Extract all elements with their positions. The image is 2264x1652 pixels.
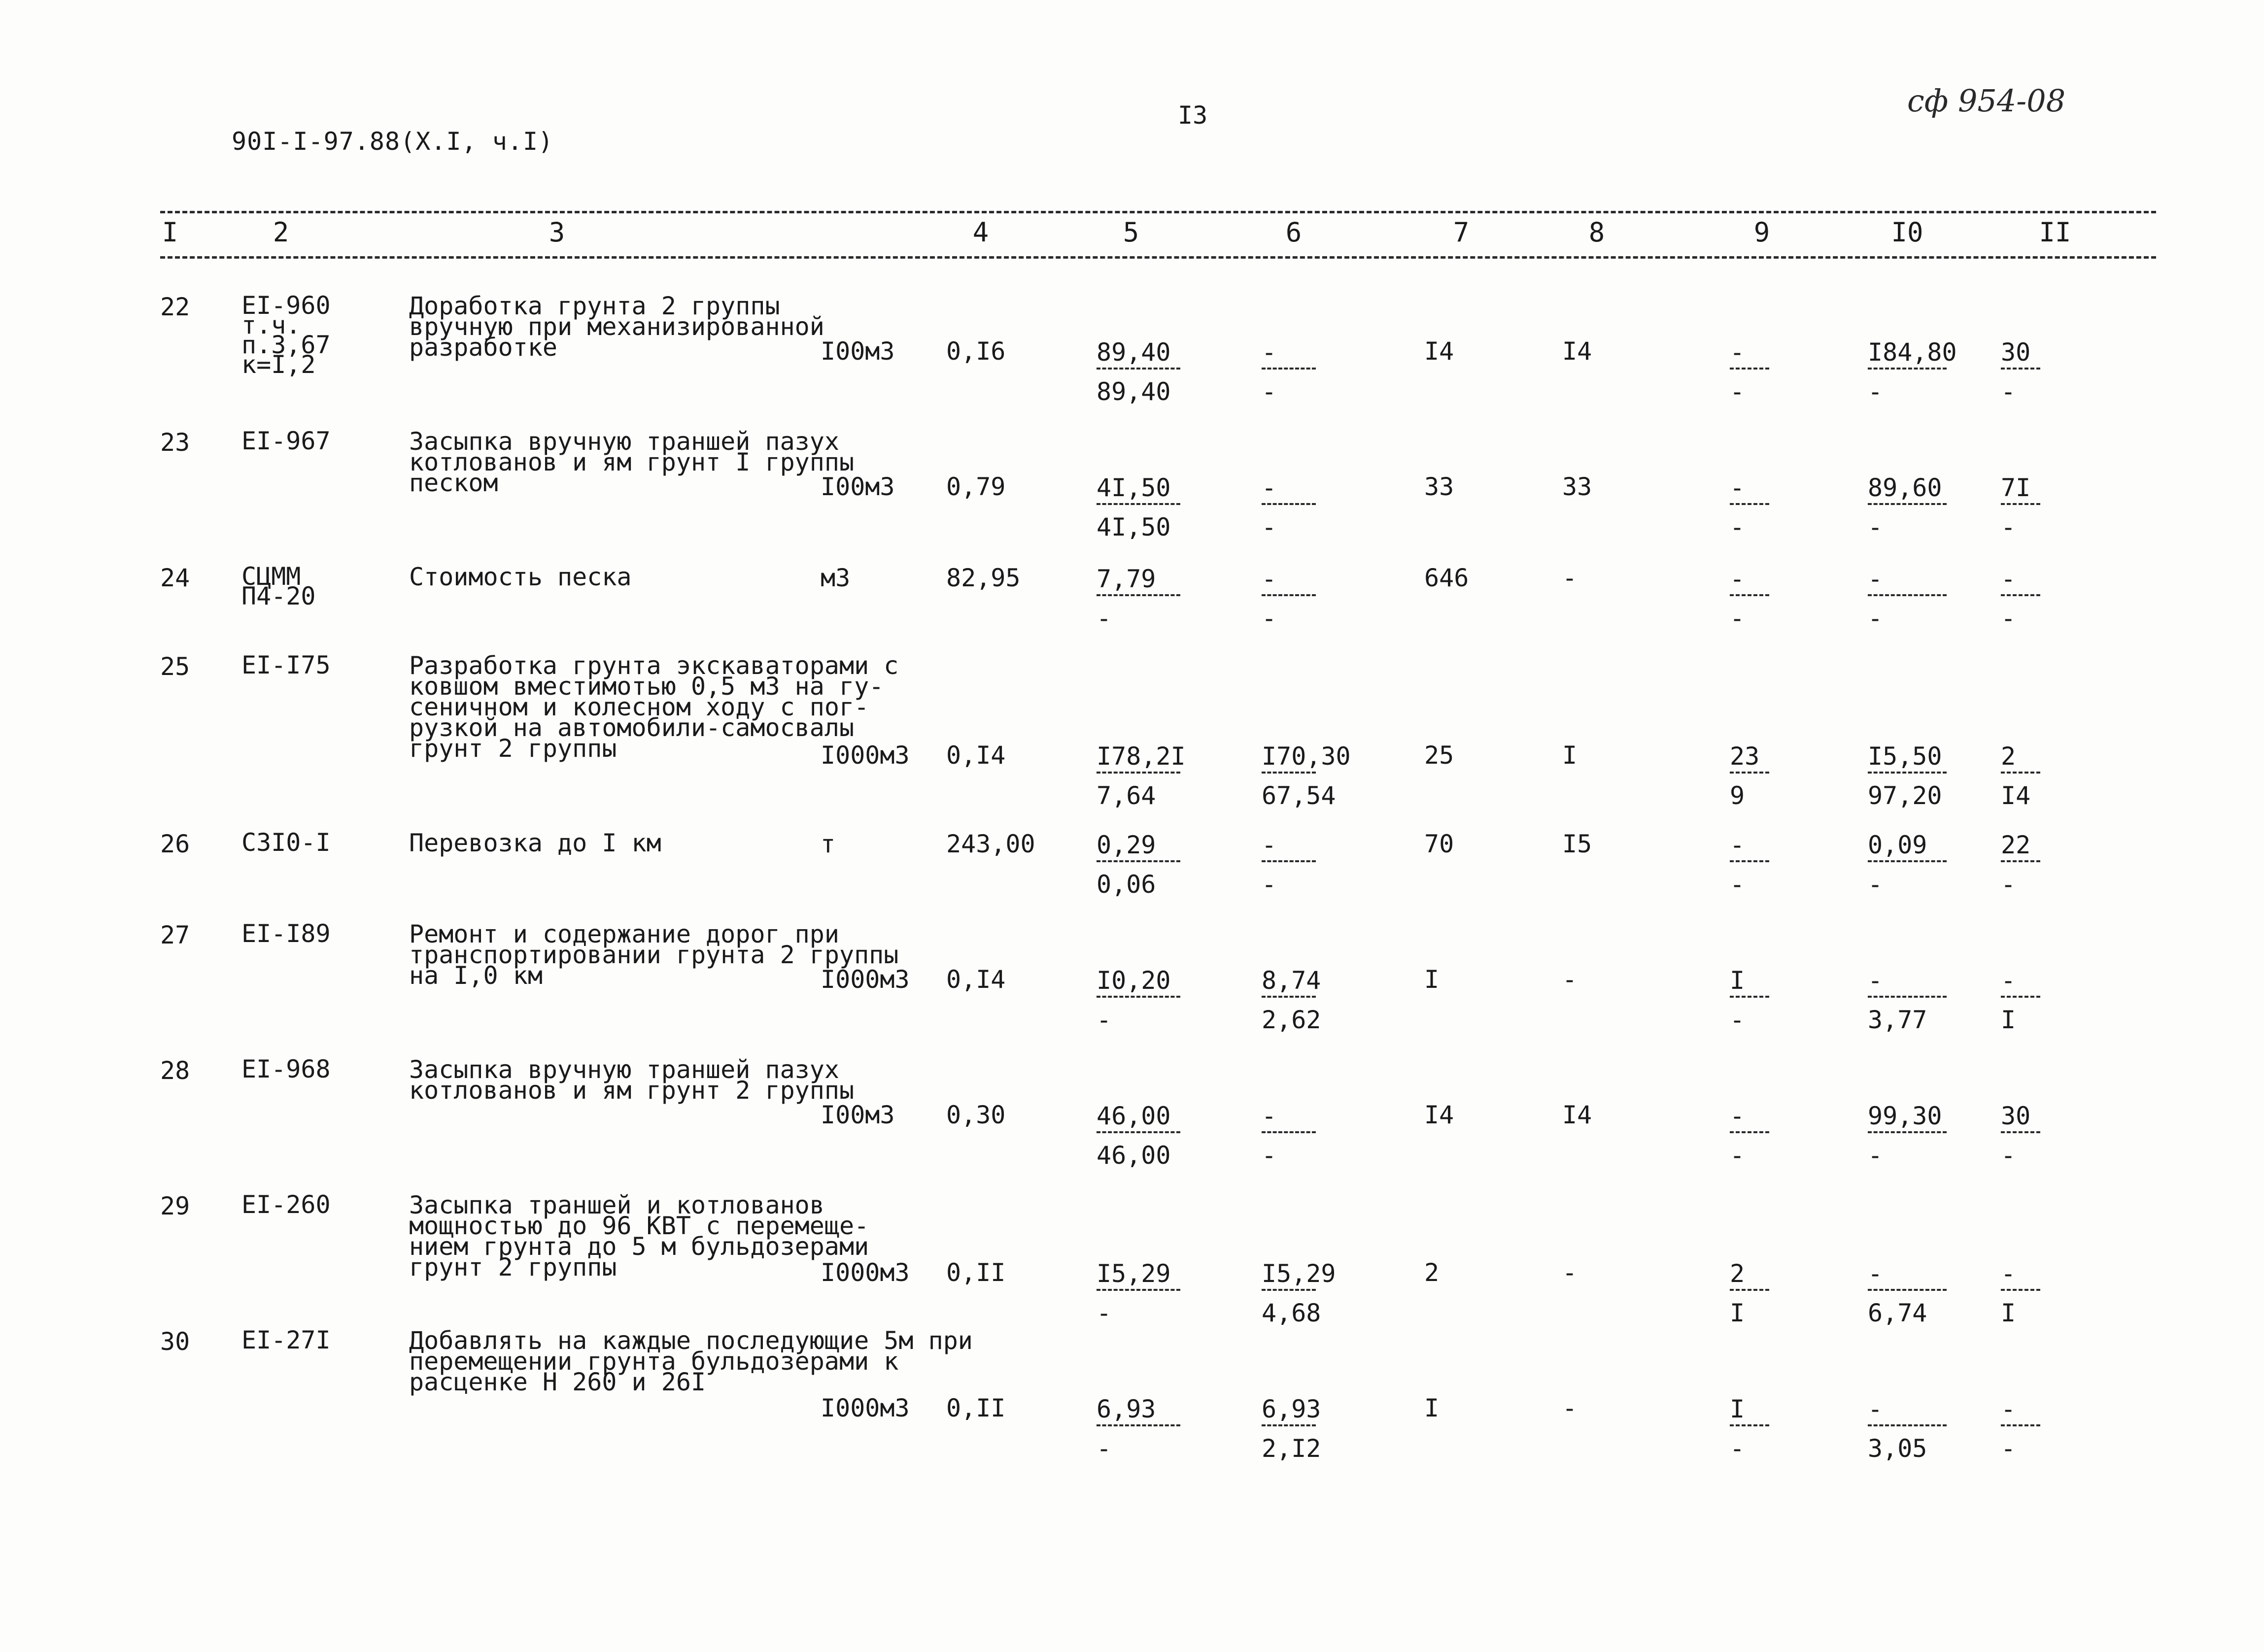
column-header: 4 [972, 217, 989, 248]
fraction-c10 [1868, 968, 1947, 1032]
fraction-c10 [1868, 833, 1947, 897]
fraction-bar [1868, 996, 1947, 998]
fraction-denominator: - [2001, 513, 2016, 541]
fraction-denominator: 4I,50 [1097, 513, 1171, 541]
fraction-numerator: 0,09 [1868, 831, 1927, 859]
fraction-numerator: I5,29 [1262, 1259, 1336, 1288]
norm-code: СЦММ П4-20 [241, 562, 316, 610]
fraction-numerator: 6,93 [1097, 1395, 1156, 1423]
fraction-denominator: - [2001, 604, 2016, 633]
fraction-bar [1868, 1131, 1947, 1133]
fraction-bar [1097, 1131, 1180, 1133]
fraction-c10 [1868, 338, 1957, 406]
row-number: 27 [160, 921, 190, 949]
column-8-value: I5 [1562, 830, 1592, 858]
column-8-value: I4 [1562, 1101, 1592, 1129]
quantity: 0,I6 [946, 337, 1006, 366]
row-number: 24 [160, 564, 190, 592]
fraction-bar [1730, 503, 1769, 505]
fraction-numerator: - [1868, 1259, 1883, 1288]
fraction-numerator: I [1730, 966, 1745, 995]
fraction-c6 [1262, 966, 1321, 1034]
unit-of-measure: I000м3 [821, 1394, 910, 1422]
fraction-bar [2001, 503, 2040, 505]
fraction-numerator: - [1262, 338, 1277, 367]
fraction-denominator: - [1730, 377, 1745, 406]
column-7-value: 646 [1424, 564, 1469, 592]
column-7-value: I [1424, 965, 1440, 994]
fraction-bar [2001, 1131, 2040, 1133]
fraction-bar [1730, 368, 1769, 370]
quantity: 0,79 [946, 472, 1006, 501]
fraction-c9 [1730, 1397, 1769, 1461]
fraction-numerator: - [1730, 565, 1745, 593]
fraction-c5 [1097, 1397, 1180, 1461]
fraction-bar [1262, 1289, 1316, 1291]
row-number: 23 [160, 428, 190, 457]
fraction-c9 [1730, 744, 1769, 808]
fraction-numerator: 23 [1730, 742, 1760, 771]
fraction-c9 [1730, 1261, 1769, 1325]
fraction-c11 [2001, 340, 2040, 404]
fraction-denominator: 3,77 [1868, 1006, 1927, 1034]
fraction-bar [1262, 1424, 1316, 1426]
fraction-denominator: 67,54 [1262, 781, 1336, 810]
norm-code: EI-I89 [241, 919, 331, 948]
fraction-denominator: 3,05 [1868, 1434, 1927, 1463]
row-number: 28 [160, 1056, 190, 1085]
fraction-numerator: 99,30 [1868, 1102, 1942, 1130]
fraction-bar [1868, 503, 1947, 505]
fraction-numerator: I5,50 [1868, 742, 1942, 771]
fraction-denominator: - [1097, 1006, 1112, 1034]
fraction-numerator: - [1868, 565, 1883, 593]
fraction-denominator: I4 [2001, 781, 2031, 810]
fraction-c11 [2001, 968, 2040, 1032]
row-number: 22 [160, 293, 190, 321]
fraction-denominator: - [1868, 604, 1883, 633]
fraction-numerator: 89,60 [1868, 473, 1942, 502]
unit-of-measure: т [821, 830, 836, 858]
fraction-numerator: 4I,50 [1097, 473, 1171, 502]
fraction-numerator: 30 [2001, 1102, 2031, 1130]
column-8-value: I4 [1562, 337, 1592, 366]
fraction-bar [1262, 503, 1316, 505]
norm-code: EI-260 [241, 1190, 331, 1219]
fraction-numerator: I78,2I [1097, 742, 1186, 771]
fraction-bar [1097, 860, 1180, 862]
fraction-bar [1730, 1131, 1769, 1133]
column-header: 6 [1285, 217, 1302, 248]
fraction-c6 [1262, 1395, 1321, 1463]
row-number: 30 [160, 1327, 190, 1356]
fraction-denominator: - [1730, 604, 1745, 633]
fraction-numerator: I0,20 [1097, 966, 1171, 995]
unit-of-measure: I000м3 [821, 741, 910, 770]
fraction-bar [1868, 860, 1947, 862]
fraction-c9 [1730, 475, 1769, 539]
fraction-denominator: 7,64 [1097, 781, 1156, 810]
fraction-bar [1097, 368, 1180, 370]
column-7-value: 70 [1424, 830, 1454, 858]
fraction-numerator: 8,74 [1262, 966, 1321, 995]
fraction-numerator: - [1262, 831, 1277, 859]
fraction-bar [1097, 996, 1180, 998]
norm-code: EI-I75 [241, 651, 331, 679]
fraction-bar [1730, 860, 1769, 862]
fraction-bar [1868, 1424, 1947, 1426]
row-number: 26 [160, 830, 190, 858]
fraction-bar [2001, 594, 2040, 596]
fraction-denominator: 46,00 [1097, 1141, 1171, 1170]
fraction-c11 [2001, 475, 2040, 539]
fraction-bar [1097, 1424, 1180, 1426]
column-header: 8 [1588, 217, 1605, 248]
fraction-denominator: - [1262, 1141, 1277, 1170]
fraction-denominator: - [1868, 377, 1883, 406]
column-7-value: 33 [1424, 472, 1454, 501]
row-number: 25 [160, 652, 190, 681]
unit-of-measure: I00м3 [821, 1101, 895, 1129]
fraction-c10 [1868, 567, 1947, 631]
fraction-numerator: 30 [2001, 338, 2031, 367]
work-description: Доработка грунта 2 группы вручную при механизированной разработке [409, 292, 824, 362]
column-header: II [2039, 217, 2071, 248]
column-8-value: - [1562, 1394, 1578, 1422]
fraction-bar [2001, 996, 2040, 998]
fraction-c5 [1097, 1104, 1180, 1168]
fraction-denominator: - [1868, 870, 1883, 899]
quantity: 82,95 [946, 564, 1021, 592]
fraction-c11 [2001, 567, 2040, 631]
fraction-numerator: - [1262, 565, 1277, 593]
fraction-denominator: 9 [1730, 781, 1745, 810]
fraction-c5 [1097, 340, 1180, 404]
unit-of-measure: I00м3 [821, 472, 895, 501]
fraction-c10 [1868, 475, 1947, 539]
fraction-c5 [1097, 567, 1180, 631]
fraction-bar [1097, 594, 1180, 596]
fraction-numerator: - [1730, 1102, 1745, 1130]
fraction-denominator: 2,62 [1262, 1006, 1321, 1034]
fraction-numerator: - [2001, 1259, 2016, 1288]
fraction-bar [1262, 594, 1316, 596]
work-description: Перевозка до I км [409, 829, 661, 857]
fraction-c5 [1097, 742, 1186, 810]
fraction-bar [1730, 996, 1769, 998]
column-7-value: I4 [1424, 337, 1454, 366]
fraction-denominator: - [1730, 1006, 1745, 1034]
fraction-bar [1262, 1131, 1316, 1133]
column-header: 2 [273, 217, 289, 248]
fraction-bar [1730, 1289, 1769, 1291]
fraction-bar [1262, 772, 1316, 774]
fraction-numerator: - [1868, 966, 1883, 995]
fraction-bar [2001, 1424, 2040, 1426]
fraction-c5 [1097, 833, 1180, 897]
column-7-value: I [1424, 1394, 1440, 1422]
fraction-denominator: - [1097, 604, 1112, 633]
column-8-value: - [1562, 965, 1578, 994]
fraction-c11 [2001, 833, 2040, 897]
fraction-numerator: I84,80 [1868, 338, 1957, 367]
fraction-bar [2001, 1289, 2040, 1291]
fraction-denominator: 2,I2 [1262, 1434, 1321, 1463]
norm-code: EI-27I [241, 1326, 331, 1354]
fraction-numerator: I5,29 [1097, 1259, 1171, 1288]
fraction-numerator: 0,29 [1097, 831, 1156, 859]
fraction-bar [1097, 503, 1180, 505]
fraction-c5 [1097, 968, 1180, 1032]
fraction-numerator: 6,93 [1262, 1395, 1321, 1423]
fraction-bar [1097, 1289, 1180, 1291]
work-description: Засыпка вручную траншей пазух котлованов и ям грунт I группы песком [409, 427, 855, 497]
fraction-bar [1730, 772, 1769, 774]
norm-code: EI-967 [241, 427, 331, 455]
fraction-bar [1097, 772, 1180, 774]
fraction-c11 [2001, 744, 2040, 808]
work-description: Засыпка вручную траншей пазух котлованов и ям грунт 2 группы [409, 1055, 855, 1105]
column-header: 3 [549, 217, 565, 248]
fraction-c6 [1262, 742, 1351, 810]
fraction-denominator: - [1868, 513, 1883, 541]
quantity: 0,I4 [946, 965, 1006, 994]
fraction-bar [2001, 368, 2040, 370]
column-8-value: - [1562, 564, 1578, 592]
column-header: 9 [1753, 217, 1770, 248]
fraction-c10 [1868, 1261, 1947, 1325]
fraction-c11 [2001, 1261, 2040, 1325]
column-8-value: I [1562, 741, 1578, 770]
fraction-denominator: 6,74 [1868, 1299, 1927, 1327]
fraction-c11 [2001, 1397, 2040, 1461]
fraction-numerator: I70,30 [1262, 742, 1351, 771]
quantity: 243,00 [946, 830, 1035, 858]
work-description: Засыпка траншей и котлованов мощностью до 96 КВТ с перемеще- нием грунта до 5 м бульдозерами грунт 2 группы [409, 1191, 869, 1281]
handwritten-mark: сф 954-08 [1907, 83, 2066, 119]
fraction-denominator: - [1262, 870, 1277, 899]
fraction-denominator: - [1868, 1141, 1883, 1170]
fraction-numerator: - [1262, 1102, 1277, 1130]
document-code: 90I-I-97.88(X.I, ч.I) [232, 127, 554, 156]
fraction-c6 [1262, 1259, 1336, 1327]
fraction-c11 [2001, 1104, 2040, 1168]
column-header: 7 [1453, 217, 1470, 248]
fraction-c5 [1097, 475, 1180, 539]
fraction-numerator: - [1730, 338, 1745, 367]
row-number: 29 [160, 1192, 190, 1220]
column-7-value: 2 [1424, 1258, 1440, 1287]
fraction-denominator: - [1730, 1434, 1745, 1463]
norm-code: EI-968 [241, 1055, 331, 1083]
column-7-value: I4 [1424, 1101, 1454, 1129]
column-8-value: - [1562, 1258, 1578, 1287]
fraction-c5 [1097, 1261, 1180, 1325]
fraction-c9 [1730, 833, 1769, 897]
unit-of-measure: I00м3 [821, 337, 895, 366]
fraction-numerator: 46,00 [1097, 1102, 1171, 1130]
fraction-bar [2001, 772, 2040, 774]
fraction-denominator: 0,06 [1097, 870, 1156, 899]
fraction-bar [1868, 772, 1947, 774]
fraction-denominator: 4,68 [1262, 1299, 1321, 1327]
fraction-c6 [1262, 475, 1316, 539]
work-description: Разработка грунта экскаваторами с ковшом вместимотью 0,5 м3 на гу- сеничном и колесном ходу с пог- рузкой на автомобили-самосвалы грунт 2 группы [409, 651, 899, 763]
fraction-c10 [1868, 1397, 1947, 1461]
fraction-c9 [1730, 567, 1769, 631]
fraction-bar [1730, 594, 1769, 596]
table-top-rule [160, 211, 2156, 213]
unit-of-measure: I000м3 [821, 1258, 910, 1287]
work-description: Добавлять на каждые последующие 5м при перемещении грунта бульдозерами к расценке Н 260 и 26I [409, 1326, 973, 1396]
fraction-numerator: - [1730, 473, 1745, 502]
fraction-bar [2001, 860, 2040, 862]
fraction-c10 [1868, 744, 1947, 808]
fraction-c9 [1730, 1104, 1769, 1168]
fraction-numerator: - [2001, 565, 2016, 593]
fraction-bar [1868, 594, 1947, 596]
quantity: 0,I4 [946, 741, 1006, 770]
column-header: 5 [1123, 217, 1139, 248]
fraction-numerator: 22 [2001, 831, 2031, 859]
fraction-numerator: 2 [1730, 1259, 1745, 1288]
fraction-bar [1262, 996, 1316, 998]
column-header: I0 [1891, 217, 1923, 248]
fraction-c9 [1730, 968, 1769, 1032]
fraction-denominator: 97,20 [1868, 781, 1942, 810]
fraction-c6 [1262, 1104, 1316, 1168]
fraction-bar [1868, 368, 1947, 370]
quantity: 0,II [946, 1394, 1006, 1422]
fraction-denominator: - [1262, 513, 1277, 541]
fraction-numerator: - [1868, 1395, 1883, 1423]
fraction-numerator: 7,79 [1097, 565, 1156, 593]
fraction-denominator: - [1262, 604, 1277, 633]
norm-code: С3I0-I [241, 828, 331, 857]
fraction-c6 [1262, 340, 1316, 404]
fraction-c10 [1868, 1104, 1947, 1168]
fraction-bar [1262, 368, 1316, 370]
fraction-denominator: - [1730, 513, 1745, 541]
fraction-denominator: I [2001, 1299, 2016, 1327]
fraction-bar [1262, 860, 1316, 862]
unit-of-measure: I000м3 [821, 965, 910, 994]
fraction-denominator: - [2001, 377, 2016, 406]
fraction-denominator: - [1730, 870, 1745, 899]
fraction-bar [1868, 1289, 1947, 1291]
fraction-denominator: - [1097, 1299, 1112, 1327]
fraction-denominator: - [1262, 377, 1277, 406]
fraction-c6 [1262, 567, 1316, 631]
fraction-numerator: 2 [2001, 742, 2016, 771]
fraction-numerator: - [1262, 473, 1277, 502]
fraction-numerator: - [2001, 1395, 2016, 1423]
fraction-denominator: - [1730, 1141, 1745, 1170]
fraction-numerator: I [1730, 1395, 1745, 1423]
fraction-denominator: - [1097, 1434, 1112, 1463]
unit-of-measure: м3 [821, 564, 851, 592]
quantity: 0,II [946, 1258, 1006, 1287]
table-header-rule [160, 256, 2156, 259]
fraction-c9 [1730, 340, 1769, 404]
fraction-denominator: - [2001, 870, 2016, 899]
work-description: Ремонт и содержание дорог при транспортировании грунта 2 группы на I,0 км [409, 920, 899, 990]
fraction-denominator: I [2001, 1006, 2016, 1034]
fraction-bar [1730, 1424, 1769, 1426]
fraction-c6 [1262, 833, 1316, 897]
fraction-denominator: - [2001, 1434, 2016, 1463]
norm-code: EI-960 т.ч. п.3,67 к=I,2 [241, 291, 331, 379]
column-7-value: 25 [1424, 741, 1454, 770]
fraction-numerator: 89,40 [1097, 338, 1171, 367]
fraction-denominator: 89,40 [1097, 377, 1171, 406]
fraction-denominator: - [2001, 1141, 2016, 1170]
fraction-numerator: - [2001, 966, 2016, 995]
work-description: Стоимость песка [409, 563, 632, 591]
column-header: I [162, 217, 178, 248]
column-8-value: 33 [1562, 472, 1592, 501]
fraction-numerator: 7I [2001, 473, 2031, 502]
fraction-denominator: I [1730, 1299, 1745, 1327]
quantity: 0,30 [946, 1101, 1006, 1129]
page-number: I3 [1178, 101, 1208, 130]
fraction-numerator: - [1730, 831, 1745, 859]
